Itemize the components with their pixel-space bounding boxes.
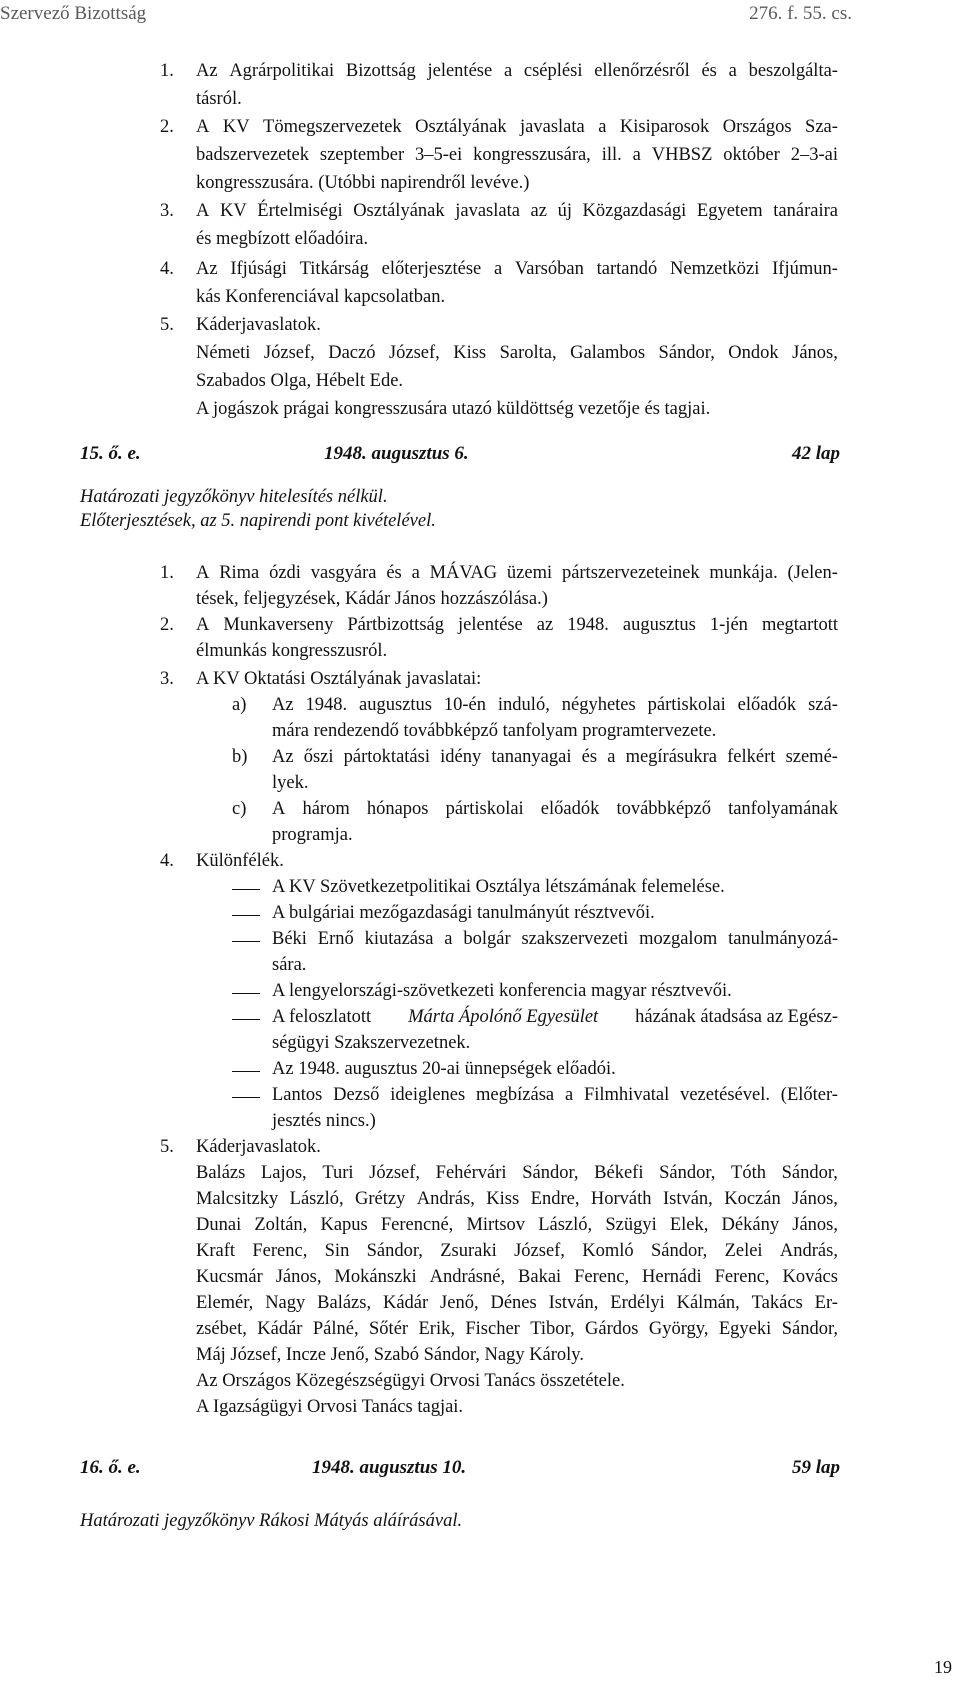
page-number: 19 bbox=[934, 1657, 952, 1677]
dash-item-5-pre: A feloszlatott bbox=[272, 1007, 372, 1027]
block1-item1-line1: Az Agrárpolitikai Bizottság jelentése a cséplési ellenőrzésről és a beszolgálta- bbox=[196, 61, 838, 81]
session16-number: 16. ő. e. bbox=[80, 1457, 141, 1478]
session15-number: 15. ő. e. bbox=[80, 443, 141, 464]
block1-item2-line2: badszervezetek szeptember 3–5-ei kongresszusára, ill. a VHBSZ október 2–3-ai bbox=[196, 145, 838, 165]
dash-item-4: A lengyelországi-szövetkezeti konferencia magyar résztvevői. bbox=[272, 981, 732, 1001]
dash-marker-5 bbox=[232, 1019, 260, 1020]
block1-item3-line1: A KV Értelmiségi Osztályának javaslata az új Közgazdasági Egyetem tanáraira bbox=[196, 201, 838, 221]
s15-sub-c-line2: programja. bbox=[272, 825, 353, 845]
s15-sub-b-line2: lyek. bbox=[272, 773, 309, 793]
s15-sub-a-label: a) bbox=[232, 695, 247, 715]
names-line-6: Elemér, Nagy Balázs, Kádár Jenő, Dénes István, Erdélyi Kálmán, Takács Er- bbox=[196, 1293, 838, 1313]
s15-sub-b-line1: Az őszi pártoktatási idény tananyagai és a megírásukra felkért szemé- bbox=[272, 747, 838, 767]
dash-marker-3 bbox=[232, 941, 260, 942]
names-line-2: Malcsitzky László, Grétzy András, Kiss Endre, Horváth István, Koczán János, bbox=[196, 1189, 838, 1209]
names-line-8: Máj József, Incze Jenő, Szabó Sándor, Nagy Károly. bbox=[196, 1345, 584, 1365]
s15-item1-line2: tések, feljegyzések, Kádár János hozzászólása.) bbox=[196, 589, 548, 609]
s15-item2-line1: A Munkaverseny Pártbizottság jelentése az 1948. augusztus 1-jén megtartott bbox=[196, 615, 838, 635]
dash-item-5-line1 bbox=[272, 1008, 838, 1027]
header-left: Szervező Bizottság bbox=[0, 3, 147, 24]
s15-item3-text: A KV Oktatási Osztályának javaslatai: bbox=[196, 669, 482, 689]
block1-item1-num: 1. bbox=[160, 61, 174, 81]
s15-item4-text: Különfélék. bbox=[196, 851, 284, 871]
block1-item5-line4: A jogászok prágai kongresszusára utazó küldöttség vezetője és tagjai. bbox=[196, 399, 711, 419]
dash-item-5-line2: ségügyi Szakszervezetnek. bbox=[272, 1033, 471, 1053]
dash-item-3-line2: sára. bbox=[272, 955, 307, 975]
block1-item3-line2: és megbízott előadóira. bbox=[196, 229, 369, 249]
s15-item2-num: 2. bbox=[160, 615, 174, 635]
dash-marker-7 bbox=[232, 1097, 260, 1098]
session15-pages: 42 lap bbox=[791, 443, 840, 464]
dash-marker-6 bbox=[232, 1071, 260, 1072]
s15-item1-line1: A Rima ózdi vasgyára és a MÁVAG üzemi pártszervezeteinek munkája. (Jelen- bbox=[196, 563, 838, 583]
block1-item5-line1: Káderjavaslatok. bbox=[196, 315, 321, 335]
s15-item3-num: 3. bbox=[160, 669, 174, 689]
s15-sub-a-line1: Az 1948. augusztus 10-én induló, négyhetes pártiskolai előadók szá- bbox=[272, 695, 838, 715]
block1-item2-num: 2. bbox=[160, 117, 174, 137]
s15-sub-c-label: c) bbox=[232, 799, 247, 819]
block1-item5-num: 5. bbox=[160, 315, 174, 335]
dash-item-3-line1: Béki Ernő kiutazása a bolgár szakszervezeti mozgalom tanulmányozá- bbox=[272, 929, 838, 949]
dash-item-2: A bulgáriai mezőgazdasági tanulmányút résztvevői. bbox=[272, 903, 655, 923]
block1-item4-line1: Az Ifjúsági Titkárság előterjesztése a Varsóban tartandó Nemzetközi Ifjúmun- bbox=[196, 259, 838, 279]
s15-sub-b-label: b) bbox=[232, 747, 248, 767]
dash-marker-4 bbox=[232, 993, 260, 994]
dash-marker-1 bbox=[232, 889, 260, 890]
session16-date: 1948. augusztus 10. bbox=[312, 1457, 467, 1478]
dash-marker-2 bbox=[232, 915, 260, 916]
dash-item-1: A KV Szövetkezetpolitikai Osztálya létszámának felemelése. bbox=[272, 877, 725, 897]
names-line-3: Dunai Zoltán, Kapus Ferencné, Mirtsov László, Szügyi Elek, Dékány János, bbox=[196, 1215, 838, 1235]
dash-item-5-italic: Márta Ápolónő Egyesület bbox=[408, 1007, 599, 1027]
block1-item4-num: 4. bbox=[160, 259, 174, 279]
s15-item4-num: 4. bbox=[160, 851, 174, 871]
session15-date: 1948. augusztus 6. bbox=[324, 443, 469, 464]
dash-item-6: Az 1948. augusztus 20-ai ünnepségek előadói. bbox=[272, 1059, 616, 1079]
block1-item1-line2: tásról. bbox=[196, 89, 242, 109]
block1-item2-line1: A KV Tömegszervezetek Osztályának javaslata a Kisiparosok Országos Sza- bbox=[196, 117, 838, 137]
s15-extra-1: Az Országos Közegészségügyi Orvosi Tanács összetétele. bbox=[196, 1371, 625, 1391]
s15-item1-num: 1. bbox=[160, 563, 174, 583]
s15-item2-line2: élmunkás kongresszusról. bbox=[196, 641, 388, 661]
header-right: 276. f. 55. cs. bbox=[749, 3, 852, 24]
dash-item-7-line1: Lantos Dezső ideiglenes megbízása a Filmhivatal vezetésével. (Előter- bbox=[272, 1085, 838, 1105]
session16-pages: 59 lap bbox=[791, 1457, 840, 1478]
s15-sub-a-line2: mára rendezendő továbbképző tanfolyam programtervezete. bbox=[272, 721, 717, 741]
s15-extra-2: A Igazságügyi Orvosi Tanács tagjai. bbox=[196, 1397, 464, 1417]
s15-item5-num: 5. bbox=[160, 1137, 174, 1157]
block1-item3-num: 3. bbox=[160, 201, 174, 221]
s15-item5-text: Káderjavaslatok. bbox=[196, 1137, 321, 1157]
names-line-7: zsébet, Kádár Pálné, Sőtér Erik, Fischer Tibor, Gárdos György, Egyeki Sándor, bbox=[196, 1319, 838, 1339]
session16-note: Határozati jegyzőkönyv Rákosi Mátyás aláírásával. bbox=[80, 1511, 463, 1531]
block1-item5-line3: Szabados Olga, Hébelt Ede. bbox=[196, 371, 404, 391]
block1-item5-line2: Németi József, Daczó József, Kiss Sarolta, Galambos Sándor, Ondok János, bbox=[196, 343, 838, 363]
block1-item4-line2: kás Konferenciával kapcsolatban. bbox=[196, 287, 446, 307]
names-line-4: Kraft Ferenc, Sin Sándor, Zsuraki József, Komló Sándor, Zelei András, bbox=[196, 1241, 838, 1261]
names-line-1: Balázs Lajos, Turi József, Fehérvári Sándor, Békefi Sándor, Tóth Sándor, bbox=[196, 1163, 838, 1183]
dash-item-5-post: házának átadsása az Egész- bbox=[635, 1007, 838, 1027]
block1-item2-line3: kongresszusára. (Utóbbi napirendről levéve.) bbox=[196, 173, 530, 193]
session15-note2: Előterjesztések, az 5. napirendi pont kivételével. bbox=[80, 511, 436, 531]
names-line-5: Kucsmár János, Mokánszki Andrásné, Bakai Ferenc, Hernádi Ferenc, Kovács bbox=[196, 1267, 838, 1287]
s15-sub-c-line1: A három hónapos pártiskolai előadók továbbképző tanfolyamának bbox=[272, 799, 838, 819]
dash-item-7-line2: jesztés nincs.) bbox=[272, 1111, 376, 1131]
session15-note1: Határozati jegyzőkönyv hitelesítés nélkül. bbox=[80, 487, 388, 507]
